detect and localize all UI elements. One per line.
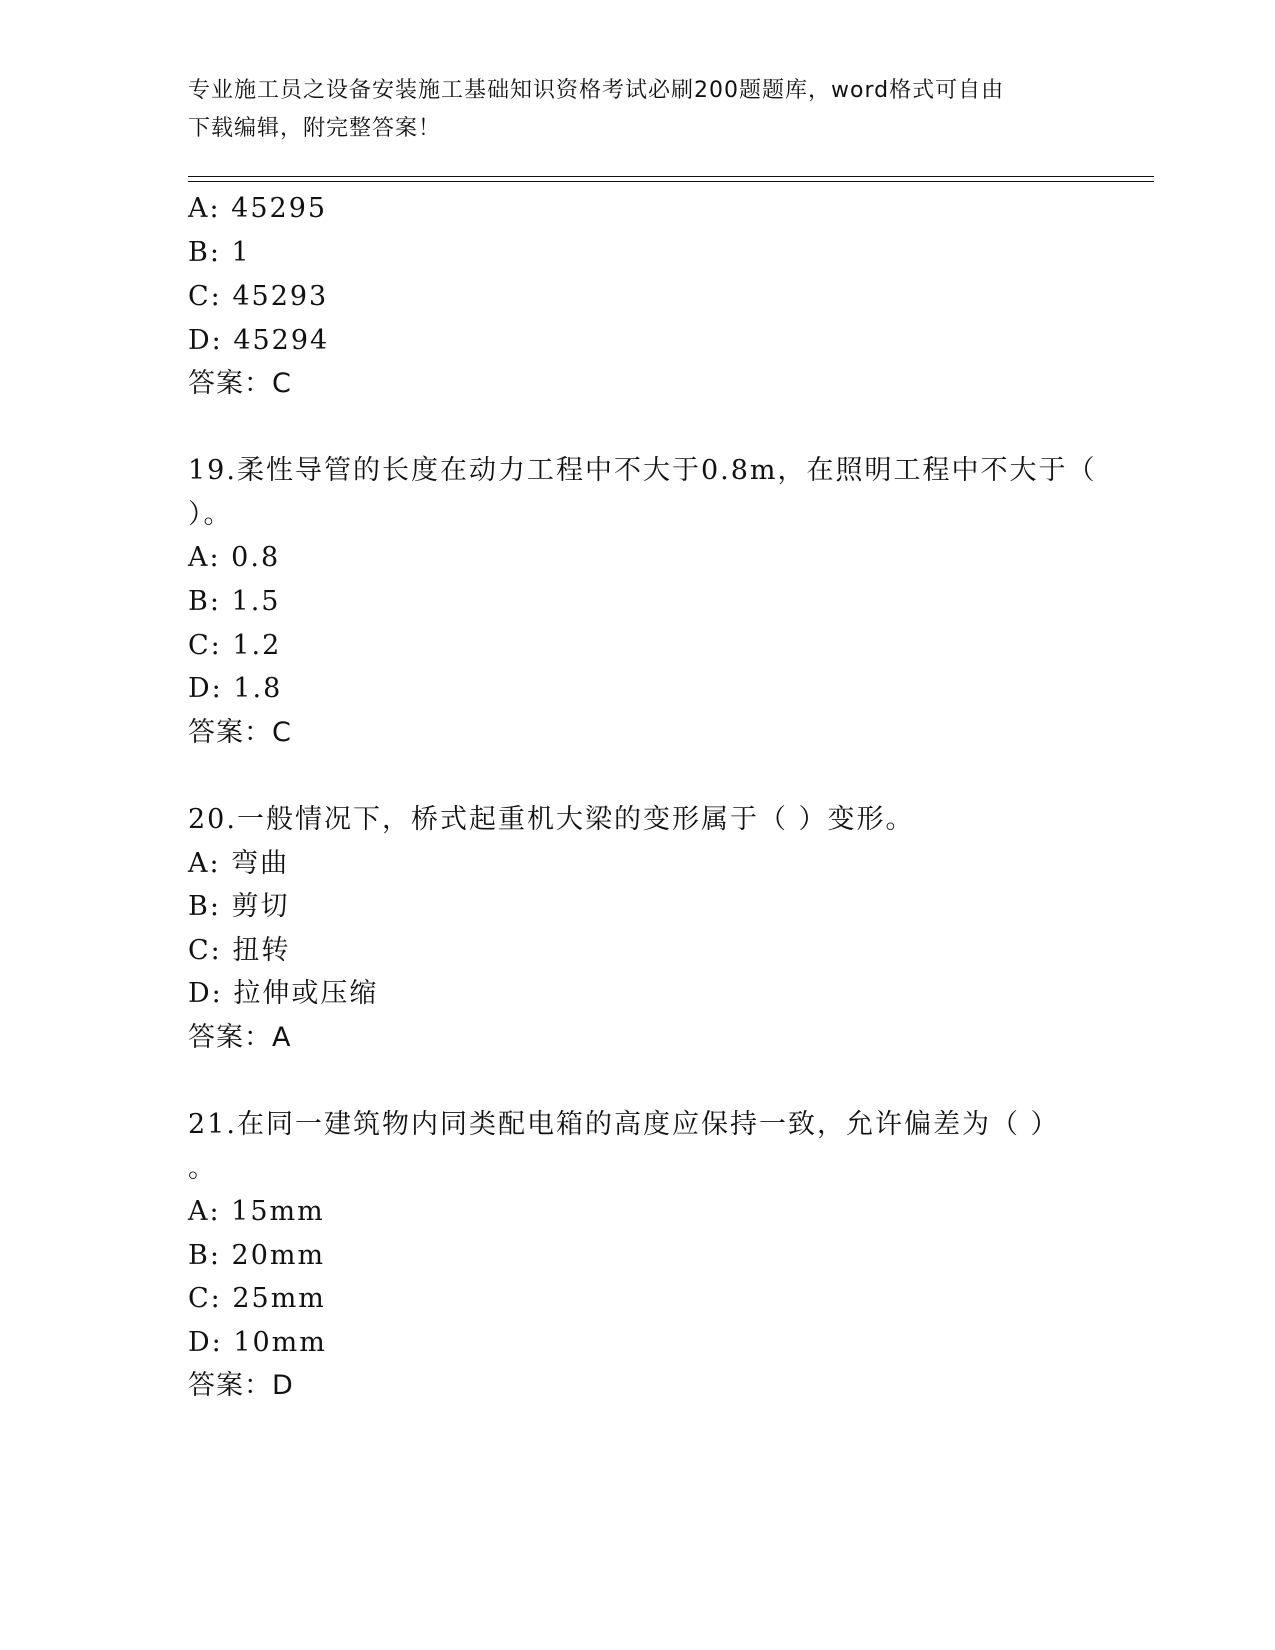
- option-c: C: 45293: [188, 281, 329, 312]
- question-19-text: 19.柔性导管的长度在动力工程中不大于0.8m，在照明工程中不大于（: [188, 455, 1097, 486]
- option-b: B: 1: [188, 237, 251, 268]
- header-rule-bottom: [188, 181, 1154, 182]
- option-d: D: 10mm: [188, 1327, 327, 1358]
- option-d: D: 1.8: [188, 673, 283, 704]
- option-a: A: 45295: [188, 193, 328, 224]
- option-c: C: 扭转: [188, 935, 291, 966]
- question-21-text: 21.在同一建筑物内同类配电箱的高度应保持一致，允许偏差为（ ）: [188, 1109, 1060, 1140]
- option-d: D: 45294: [188, 325, 330, 356]
- option-c: C: 25mm: [188, 1283, 326, 1314]
- document-header: [188, 72, 1088, 148]
- answer: 答案：C: [188, 717, 292, 748]
- answer: 答案：D: [188, 1370, 294, 1401]
- option-b: B: 1.5: [188, 586, 281, 617]
- option-b: B: 20mm: [188, 1240, 326, 1271]
- option-a: A: 15mm: [188, 1196, 325, 1227]
- header-rule-top: [188, 176, 1154, 177]
- answer: 答案：C: [188, 368, 292, 399]
- question-20-text: 20.一般情况下，桥式起重机大梁的变形属于（ ）变形。: [188, 804, 915, 835]
- question-21-text-cont: 。: [188, 1153, 217, 1184]
- option-b: B: 剪切: [188, 891, 290, 922]
- option-a: A: 弯曲: [188, 848, 290, 879]
- header-line-2: 下载编辑，附完整答案！: [188, 116, 442, 141]
- option-d: D: 拉伸或压缩: [188, 978, 379, 1009]
- answer: 答案：A: [188, 1022, 292, 1053]
- header-line-1: 专业施工员之设备安装施工基础知识资格考试必刷200题题库，word格式可自由: [188, 78, 1005, 103]
- question-19-text-cont: ）。: [188, 499, 233, 530]
- option-a: A: 0.8: [188, 542, 281, 573]
- option-c: C: 1.2: [188, 630, 282, 661]
